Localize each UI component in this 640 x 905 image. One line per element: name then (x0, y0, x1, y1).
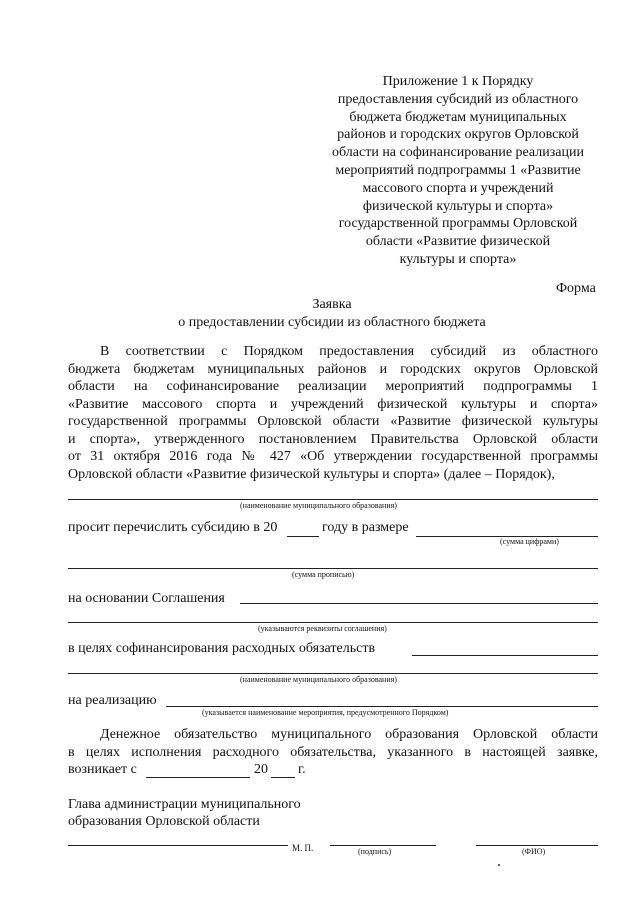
document-subtitle: о предоставлении субсидии из областного бюджета (178, 315, 486, 330)
intro-line: В соответствии с Порядком предоставления субсидий из областного (100, 344, 598, 359)
obligation-year-field[interactable] (271, 777, 295, 778)
appendix-line: физической культуры и спорта» (362, 198, 554, 214)
appendix-line: бюджета бюджетам муниципальных (349, 109, 567, 125)
intro-line: бюджета бюджетам муниципальных районов и городских округов Орловской (68, 361, 598, 377)
municipality-field-line[interactable] (68, 499, 598, 500)
appendix-block (312, 73, 604, 269)
intro-line: от 31 октября 2016 года № 427 «Об утверждении государственной программы (68, 449, 598, 464)
head-title-line1: Глава администрации муниципального (68, 797, 301, 812)
appendix-line: культуры и спорта» (399, 251, 517, 267)
head-name-field[interactable] (68, 845, 288, 846)
appendix-line: мероприятий подпрограммы 1 «Развитие (335, 162, 581, 178)
sum-digits-caption: (сумма цифрами) (500, 537, 559, 546)
appendix-line: области «Развитие физической (365, 234, 551, 250)
stamp-label: М. П. (292, 843, 314, 853)
agreement-field-line[interactable] (240, 603, 598, 604)
intro-paragraph (68, 343, 598, 483)
obligation-prefix: возникает с (68, 762, 137, 777)
scan-speck (498, 864, 500, 866)
event-name-caption: (указывается наименование мероприятия, предусмотренного Порядком) (202, 708, 449, 717)
agreement-details-caption: (указываются реквизиты соглашения) (258, 624, 387, 633)
municipality-caption: (наименование муниципального образования) (240, 501, 397, 510)
intro-line: Орловской области «Развитие физической культуры и спорта» (далее – Порядок), (68, 466, 555, 482)
agreement-label: на основании Соглашения (68, 591, 225, 606)
intro-line: «Развитие массового спорта и учреждений физической культуры и спорта» (68, 396, 598, 412)
obligation-paragraph (68, 726, 598, 761)
intro-line: области на софинансирование реализации мероприятий подпрограммы 1 (68, 379, 598, 394)
intro-line: и спорта», утвержденного постановлением Правительства Орловской области (68, 431, 598, 447)
obligation-date-field[interactable] (146, 777, 250, 778)
intro-line: государственной программы Орловской области «Развитие физической культуры (68, 414, 598, 429)
appendix-line: районов и городских округов Орловской (337, 127, 579, 143)
appendix-line: Приложение 1 к Порядку (382, 74, 534, 89)
request-mid: году в размере (322, 520, 409, 535)
appendix-line: предоставления субсидий из областного (337, 91, 579, 107)
implementation-label: на реализацию (68, 693, 157, 708)
obligation-year-prefix: 20 (254, 762, 268, 777)
appendix-line: государственной программы Орловской (338, 216, 578, 232)
request-prefix: просит перечислить субсидию в 20 (68, 520, 278, 535)
form-label: Форма (556, 281, 596, 296)
obligation-line: Денежное обязательство муниципального образования Орловской области (100, 727, 598, 742)
appendix-line: области на софинансирование реализации (332, 145, 584, 161)
signature-field[interactable] (330, 845, 436, 846)
obligation-suffix: г. (298, 762, 306, 777)
municipality2-field-line[interactable] (68, 673, 598, 674)
request-year-field[interactable] (287, 536, 319, 537)
implementation-field-line[interactable] (166, 706, 598, 707)
fio-field[interactable] (476, 845, 598, 846)
sum-words-field[interactable] (68, 568, 598, 569)
cofinancing-field-line[interactable] (412, 655, 598, 656)
obligation-line: в целях исполнения расходного обязательства, указанного в настоящей заявке, (68, 744, 598, 760)
municipality2-caption: (наименование муниципального образования) (240, 675, 397, 684)
signature-caption: (подпись) (358, 847, 392, 856)
agreement-details-field[interactable] (68, 622, 598, 623)
cofinancing-label: в целях софинансирования расходных обязательств (68, 641, 376, 656)
appendix-line: массового спорта и учреждений (362, 180, 554, 196)
sum-words-caption: (сумма прописью) (292, 570, 355, 579)
fio-caption: (ФИО) (522, 847, 546, 856)
document-title: Заявка (312, 297, 352, 312)
head-title-line2: образования Орловской области (68, 814, 260, 829)
